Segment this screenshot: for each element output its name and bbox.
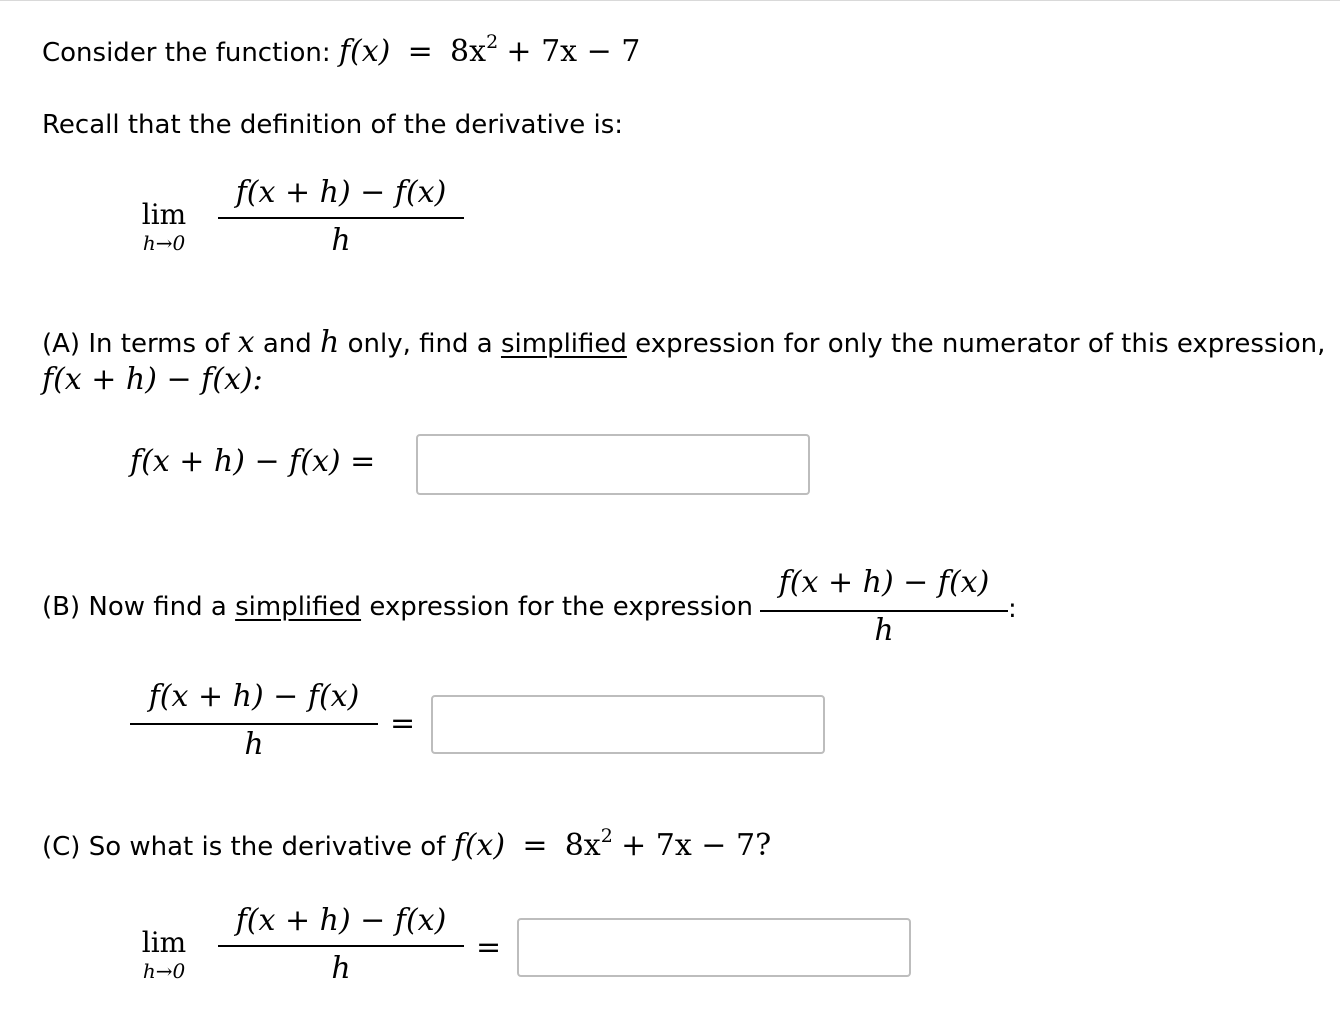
part-b-answer-denominator: h: [244, 727, 264, 762]
part-b-answer-numerator: f(x + h) − f(x): [148, 679, 360, 714]
part-c-function-exp: 2: [600, 825, 613, 847]
limit-definition-fraction: [218, 174, 464, 264]
part-c-fraction: [218, 902, 464, 992]
part-c-denominator: h: [331, 951, 351, 986]
part-b-inline-denominator: h: [874, 613, 894, 648]
part-a-prefix: (A) In terms of: [42, 329, 230, 359]
fraction-bar: [218, 217, 464, 219]
part-b-prefix: (B) Now find a: [42, 592, 227, 622]
part-c-bar: [218, 945, 464, 947]
intro-label: Consider the function:: [42, 38, 331, 68]
part-c-question: [42, 825, 772, 863]
fraction-denominator: h: [331, 223, 351, 258]
recall-line: Recall that the definition of the derivative is:: [42, 110, 624, 140]
part-a-text-1: only, find a: [347, 329, 493, 359]
part-b-inline-fraction: [760, 564, 1008, 654]
intro-function-rest: + 7x − 7: [506, 34, 641, 69]
part-c-answer-input[interactable]: [517, 918, 911, 977]
part-c-function-coef: 8x: [564, 828, 601, 863]
part-a-question: [42, 325, 1325, 360]
fraction-numerator: f(x + h) − f(x): [235, 175, 447, 210]
top-divider: [0, 0, 1340, 1]
intro-equals: =: [407, 34, 433, 69]
part-a-answer-lhs: f(x + h) − f(x) =: [130, 444, 376, 479]
part-b-inline-bar: [760, 610, 1008, 612]
part-a-answer-input[interactable]: [416, 434, 810, 495]
part-c-function-lhs: f(x): [453, 828, 506, 863]
intro-line: [42, 31, 641, 69]
part-c-lim-subscript: h→0: [142, 959, 186, 983]
limit-definition-lim: [136, 200, 192, 256]
intro-function-coef: 8x: [450, 34, 487, 69]
intro-function-exp: 2: [486, 31, 499, 53]
part-c-prefix: (C) So what is the derivative of: [42, 832, 446, 862]
intro-function-lhs: f(x): [338, 34, 391, 69]
part-b-colon: :: [1008, 594, 1017, 624]
part-b-question: [42, 592, 753, 622]
part-b-answer-fraction: [130, 678, 378, 768]
part-b-simplified: simplified: [235, 592, 362, 622]
lim-word: lim: [141, 198, 187, 231]
part-c-equals-sign: =: [522, 828, 548, 863]
part-a-expression: f(x + h) − f(x):: [42, 362, 263, 397]
part-c-function-rest: + 7x − 7?: [621, 828, 772, 863]
part-b-equals: =: [390, 706, 416, 741]
lim-subscript: h→0: [142, 231, 186, 255]
part-b-inline-numerator: f(x + h) − f(x): [778, 565, 990, 600]
part-a-var-h: h: [320, 325, 340, 360]
part-b-text: expression for the expression: [369, 592, 754, 622]
part-c-numerator: f(x + h) − f(x): [235, 903, 447, 938]
part-b-answer-bar: [130, 723, 378, 725]
part-a-simplified: simplified: [500, 329, 627, 359]
part-c-answer-equals: =: [476, 930, 502, 965]
part-a-text-2: expression for only the numerator of this expression,: [635, 329, 1326, 359]
part-c-lim-word: lim: [141, 926, 187, 959]
part-a-and: and: [262, 329, 312, 359]
part-a-var-x: x: [237, 325, 255, 360]
part-c-lim: [136, 928, 192, 984]
part-b-answer-input[interactable]: [431, 695, 825, 754]
